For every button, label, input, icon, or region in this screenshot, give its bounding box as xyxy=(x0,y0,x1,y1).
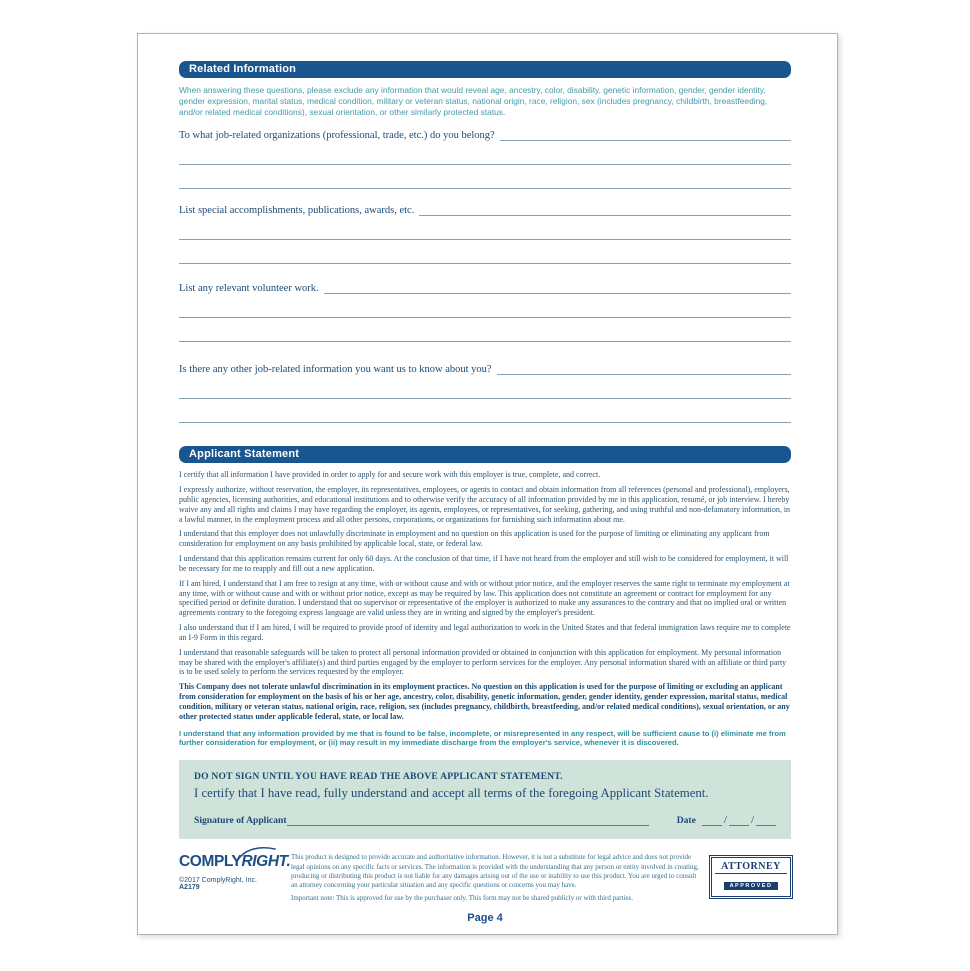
statement-paragraph: I also understand that if I am hired, I will be required to provide proof of identity and legal authorization to work in the United States and that federal immigration laws require me to complete an I-9 Form in this regard. xyxy=(179,623,791,642)
answer-line[interactable] xyxy=(179,141,791,165)
answer-line[interactable] xyxy=(500,129,791,141)
footer xyxy=(179,853,791,902)
answer-line[interactable] xyxy=(497,363,791,375)
answer-line[interactable] xyxy=(179,294,791,318)
answer-line[interactable] xyxy=(419,204,791,216)
copyright-text: ©2017 ComplyRight, Inc. xyxy=(179,877,257,885)
answer-line[interactable] xyxy=(179,240,791,264)
statement-paragraph: I understand that reasonable safeguards will be taken to protect all personal information provided or obtained in conjunction with this application for employment. My personal information may be shared with the employer's affiliate(s) and third parties engaged by the employer to perform services for the employer. Any personal information shared with an affiliate or third party is to be used solely to perform the services requested by the employer. xyxy=(179,647,787,677)
statement-paragraph: I understand that this employer does not unlawfully discriminate in employment and no question on this application is used for the purpose of limiting or eliminating any applicant from consideration for employment on any basis prohibited by applicable local, state, or federal law. xyxy=(179,529,770,549)
question-organizations xyxy=(179,129,791,141)
statement-paragraph: I expressly authorize, without reservation, the employer, its representatives, employees, or agents to contact and obtain information from all references (personal and professional), employers, public agencies, licensing authorities, and educational institutions and to otherwise verify the accuracy of all information provided by me in this application, resumé, or job interview. I hereby waive any and all rights and claims I may have regarding the employer, its agents, employees, or representatives, for seeking, gathering, and using truthful and non-defamatory information, in a lawful manner, in the employment process and all other persons, corporations, or organizations for furnishing such information about me. xyxy=(179,485,791,524)
date-separator: / xyxy=(750,814,754,827)
certify-statement: I certify that I have read, fully understand and accept all terms of the foregoing Applicant Statement. xyxy=(194,786,709,801)
answer-line[interactable] xyxy=(179,399,791,423)
question-volunteer-work xyxy=(179,282,791,294)
related-information-intro: When answering these questions, please exclude any information that would reveal age, ancestry, color, disability, genetic information, gender, gender identity, gender expression, marital status, medical condition, military or veteran status, national origin, race, religion, sex (includes pregnancy, childbirth, breastfeeding, and/or related medical conditions), sexual orientation, or other similarly protected status. xyxy=(179,85,768,118)
logo-right: RIGHT. xyxy=(241,853,291,871)
page-number: Page 4 xyxy=(467,911,503,924)
statement-paragraph: If I am hired, I understand that I am free to resign at any time, with or without cause and with or without prior notice, and the employer reserves the same right to terminate my employment at any time, with or without cause and with or without prior notice, except as may be required by law. This application does not constitute an agreement or contract for employment for any specified period or definite duration. I understand that no supervisor or representative of the employer is authorized to make any assurances to the contrary and that no implied oral or written agreements contrary to the foregoing express language are valid unless they are in writing and signed by the employer's president. xyxy=(179,578,790,618)
complyright-logo xyxy=(179,853,291,871)
statement-paragraph: I understand that this application remains current for only 60 days. At the conclusion of that time, if I have not heard from the employer and still wish to be considered for employment, it will be necessary for me to reapply and fill out a new application. xyxy=(179,554,789,573)
legal-disclaimer: This product is designed to provide accurate and authoritative information. However, it is not a substitute for legal advice and does not provide legal opinions on any specific facts or services. The information is provided with the understanding that any person or entity involved in creating, producing or distributing this product is not liable for any damages arising out of the use or inability to use this product. You are urged to consult an attorney concerning your particular situation and any specific questions or concerns you may have. xyxy=(291,853,699,890)
section-header-related-information: Related Information xyxy=(179,61,791,78)
answer-line[interactable] xyxy=(179,375,791,399)
date-label: Date xyxy=(676,815,696,827)
question-label: To what job-related organizations (professional, trade, etc.) do you belong? xyxy=(179,130,495,142)
answer-line[interactable] xyxy=(179,318,791,342)
product-sku: A2179 xyxy=(179,884,200,892)
answer-line[interactable] xyxy=(179,165,791,189)
date-day-line[interactable] xyxy=(729,816,749,826)
date-separator: / xyxy=(723,814,727,827)
statement-paragraph-false-info: I understand that any information provided by me that is found to be false, incomplete, or misrepresented in any respect, will be sufficient cause to (i) eliminate me from further consideration for employment, or (ii) may result in my immediate discharge from the employer's service, whenever it is discovered. xyxy=(179,728,786,748)
badge-attorney-text: ATTORNEY xyxy=(715,861,787,874)
form-page xyxy=(137,33,838,935)
answer-line[interactable] xyxy=(179,216,791,240)
signature-label: Signature of Applicant xyxy=(194,815,287,827)
question-label: Is there any other job-related information you want us to know about you? xyxy=(179,364,492,376)
question-label: List any relevant volunteer work. xyxy=(179,283,319,295)
date-month-line[interactable] xyxy=(702,816,722,826)
logo-swoosh-icon xyxy=(231,846,277,862)
statement-paragraph-nondiscrimination: This Company does not tolerate unlawful discrimination in its employment practices. No question on this application is used for the purpose of limiting or excluding an applicant from consideration for employment on the basis of his or her age, ancestry, color, disability, genetic information, gender, gender identity, gender expression, marital status, medical condition, military or veteran status, national origin, race, religion, sex (includes pregnancy, childbirth, breastfeeding, and/or related medical conditions), sexual orientation, or any other protected status under applicable federal, state, or local law. xyxy=(179,682,790,721)
applicant-statement-body xyxy=(179,470,791,748)
statement-paragraph: I certify that all information I have provided in order to apply for and secure work with this employer is true, complete, and correct. xyxy=(179,470,601,480)
important-note: Important note: This is approved for use by the purchaser only. This form may not be shared publicly or with third parties. xyxy=(291,893,634,902)
signature-input-line[interactable] xyxy=(287,816,649,826)
answer-line[interactable] xyxy=(324,282,791,294)
do-not-sign-warning: DO NOT SIGN UNTIL YOU HAVE READ THE ABOVE APPLICANT STATEMENT. xyxy=(194,771,563,783)
date-year-line[interactable] xyxy=(756,816,776,826)
badge-approved-text: APPROVED xyxy=(724,882,779,890)
question-other-information xyxy=(179,363,791,375)
section-header-applicant-statement: Applicant Statement xyxy=(179,446,791,463)
question-label: List special accomplishments, publications, awards, etc. xyxy=(179,205,415,217)
logo-comply: COMPLY xyxy=(179,853,242,871)
attorney-approved-badge xyxy=(711,857,791,897)
signature-box xyxy=(179,760,791,839)
question-accomplishments xyxy=(179,204,791,216)
